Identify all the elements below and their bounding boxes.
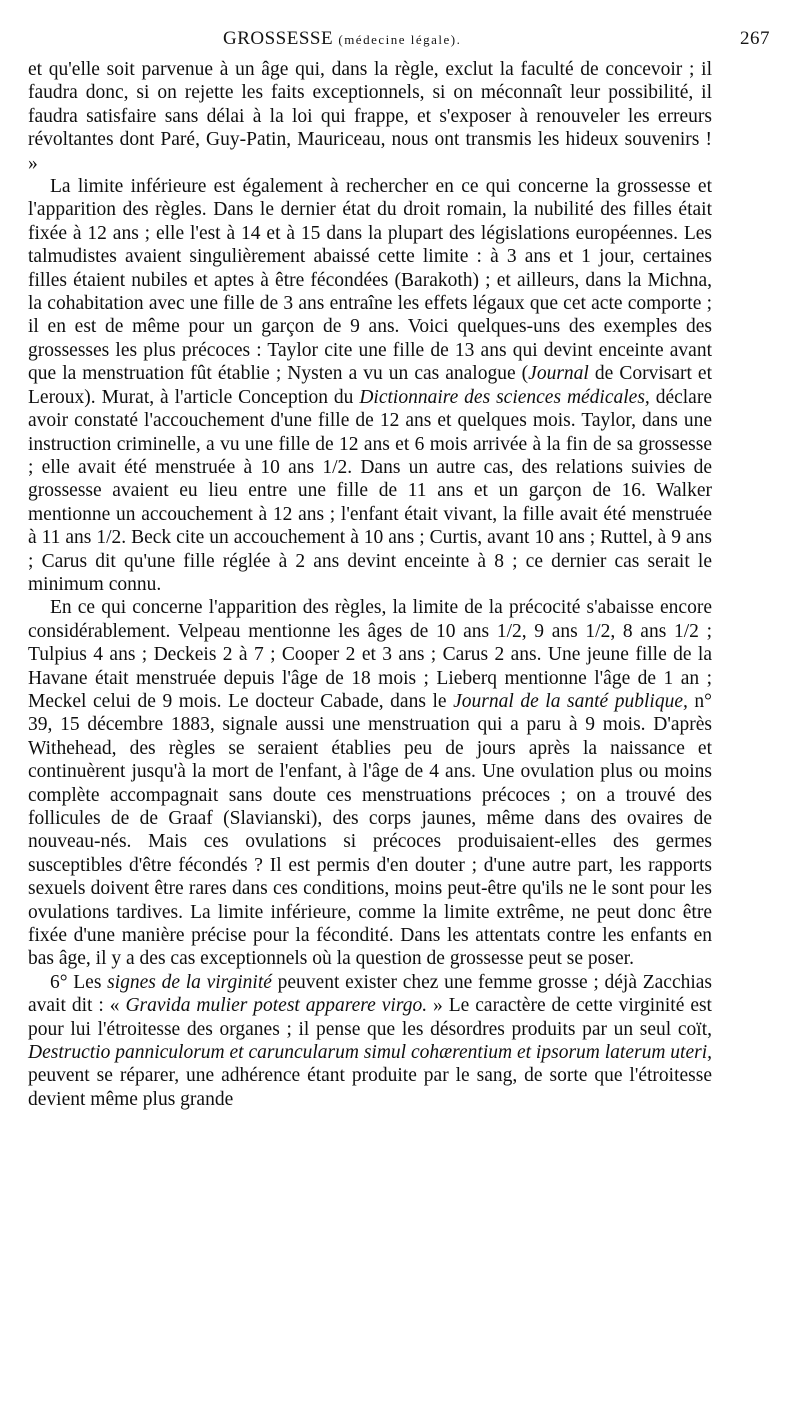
body-text: [28, 58, 712, 1111]
italic-text: Dictionnaire des sciences médicales,: [359, 386, 650, 408]
running-title: [223, 28, 461, 50]
italic-text: Journal: [528, 363, 589, 385]
text-run: de Corvisart et Leroux). Murat, à l'article Conception du: [28, 363, 712, 408]
text-run: déclare avoir constaté l'accouchement d'une fille de 12 ans et quelques mois. Taylor, dans une instruction criminelle, a vu une fille de 12 ans et 6 mois arrivée à la fin de sa grossesse ; elle avait été menstruée à 10 ans 1/2. Dans un autre cas, des relations suivies de grossesse avaient eu lieu entre une fille de 11 ans et un garçon de 16. Walker mentionne un accouchement à 12 ans ; l'enfant était vivant, la fille avait été menstruée à 11 ans 1/2. Beck cite un accouchement à 10 ans ; Curtis, avant 10 ans ; Ruttel, à 9 ans ; Carus dit qu'une fille réglée à 2 ans devint enceinte à 8 ; ce dernier cas serait le minimum connu.: [28, 386, 712, 595]
italic-text: signes de la virginité: [107, 971, 272, 993]
italic-text: Gravida mulier potest apparere virgo.: [125, 995, 428, 1017]
header-title: GROSSESSE: [223, 28, 334, 49]
text-run: peuvent se réparer, une adhérence étant produite par le sang, de sorte que l'étroitesse devient même plus grande: [28, 1065, 712, 1110]
text-run: n° 39, 15 décembre 1883, signale aussi une menstruation qui a paru à 9 mois. D'après Withehead, des règles se seraient établies peu de jours après la naissance et continuèrent jusqu'à la mort de l'enfant, à l'âge de 4 ans. Une ovulation plus ou moins complète accompagnait sans doute ces menstruations précoces ; on a trouvé des follicules de de Graaf (Slavianski), des corps jaunes, même dans des ovaires de nouveau-nés. Mais ces ovulations si précoces produisaient-elles des germes susceptibles d'être fécondés ? Il est permis d'en douter ; d'une autre part, les rapports sexuels doivent être rares dans ces conditions, moins peut-être qu'ils ne le sont pour les ovulations tardives. La limite inférieure, comme la limite extrême, ne peut donc être fixée d'une manière précise pour la fécondité. Dans les attentats contre les enfants en bas âge, il y a des cas exceptionnels où la question de grossesse peut se poser.: [28, 690, 712, 970]
page-number: 267: [740, 28, 770, 49]
paragraph: [28, 175, 712, 596]
text-run: » Le caractère de cette virginité est pour lui l'étroitesse des organes ; il pense que les désordres produits par un seul coït,: [28, 995, 712, 1040]
text-run: En ce qui concerne l'apparition des règles, la limite de la précocité s'abaisse encore considérablement. Velpeau mentionne les âges de 10 ans 1/2, 9 ans 1/2, 8 ans 1/2 ; Tulpius 4 ans ; Deckeis 2 à 7 ; Cooper 2 et 3 ans ; Carus 2 ans. Une jeune fille de la Havane était menstruée depuis l'âge de 18 mois ; Lieberq mentionne l'âge de 1 an ; Meckel celui de 9 mois. Le docteur Cabade, dans le: [28, 597, 712, 712]
paragraph: [28, 58, 712, 175]
italic-text: Journal de la santé publique,: [453, 690, 688, 712]
text-run: peuvent exister chez une femme grosse ; déjà Zacchias avait dit : «: [28, 971, 713, 1017]
italic-text: Destructio panniculorum et caruncularum simul cohærentium et ipsorum laterum uteri,: [28, 1042, 712, 1064]
paragraph: [28, 596, 712, 971]
header-subtitle: (médecine légale).: [338, 32, 462, 47]
text-run: et qu'elle soit parvenue à un âge qui, dans la règle, exclut la faculté de concevoir ; il faudra donc, si on rejette les faits exceptionnels, si on méconnaît leur possibilité, il faudra satisfaire sans délai à la loi qui frappe, et s'exposer à renouveler les erreurs révoltantes dont Paré, Guy-Patin, Mauriceau, nous ont transmis les hideux souvenirs ! »: [28, 59, 712, 174]
text-run: 6° Les: [50, 971, 108, 993]
paragraph: [28, 971, 712, 1111]
running-header: [28, 28, 770, 58]
text-run: La limite inférieure est également à rechercher en ce qui concerne la grossesse et l'apparition des règles. Dans le dernier état du droit romain, la nubilité des filles était fixée à 12 ans ; elle l'est à 14 et à 15 dans la plupart des législations européennes. Les talmudistes avaient singulièrement abaissé cette limite : à 3 ans et 1 jour, certaines filles étaient nubiles et aptes à être fécondées (Barakoth) ; et ailleurs, dans la Michna, la cohabitation avec une fille de 3 ans entraîne les effets légaux que cet acte comporte ; il en est de même pour un garçon de 9 ans. Voici quelques-uns des exemples des grossesses les plus précoces : Taylor cite une fille de 13 ans qui devint enceinte avant que la menstruation fût établie ; Nysten a vu un cas analogue (: [28, 176, 712, 385]
